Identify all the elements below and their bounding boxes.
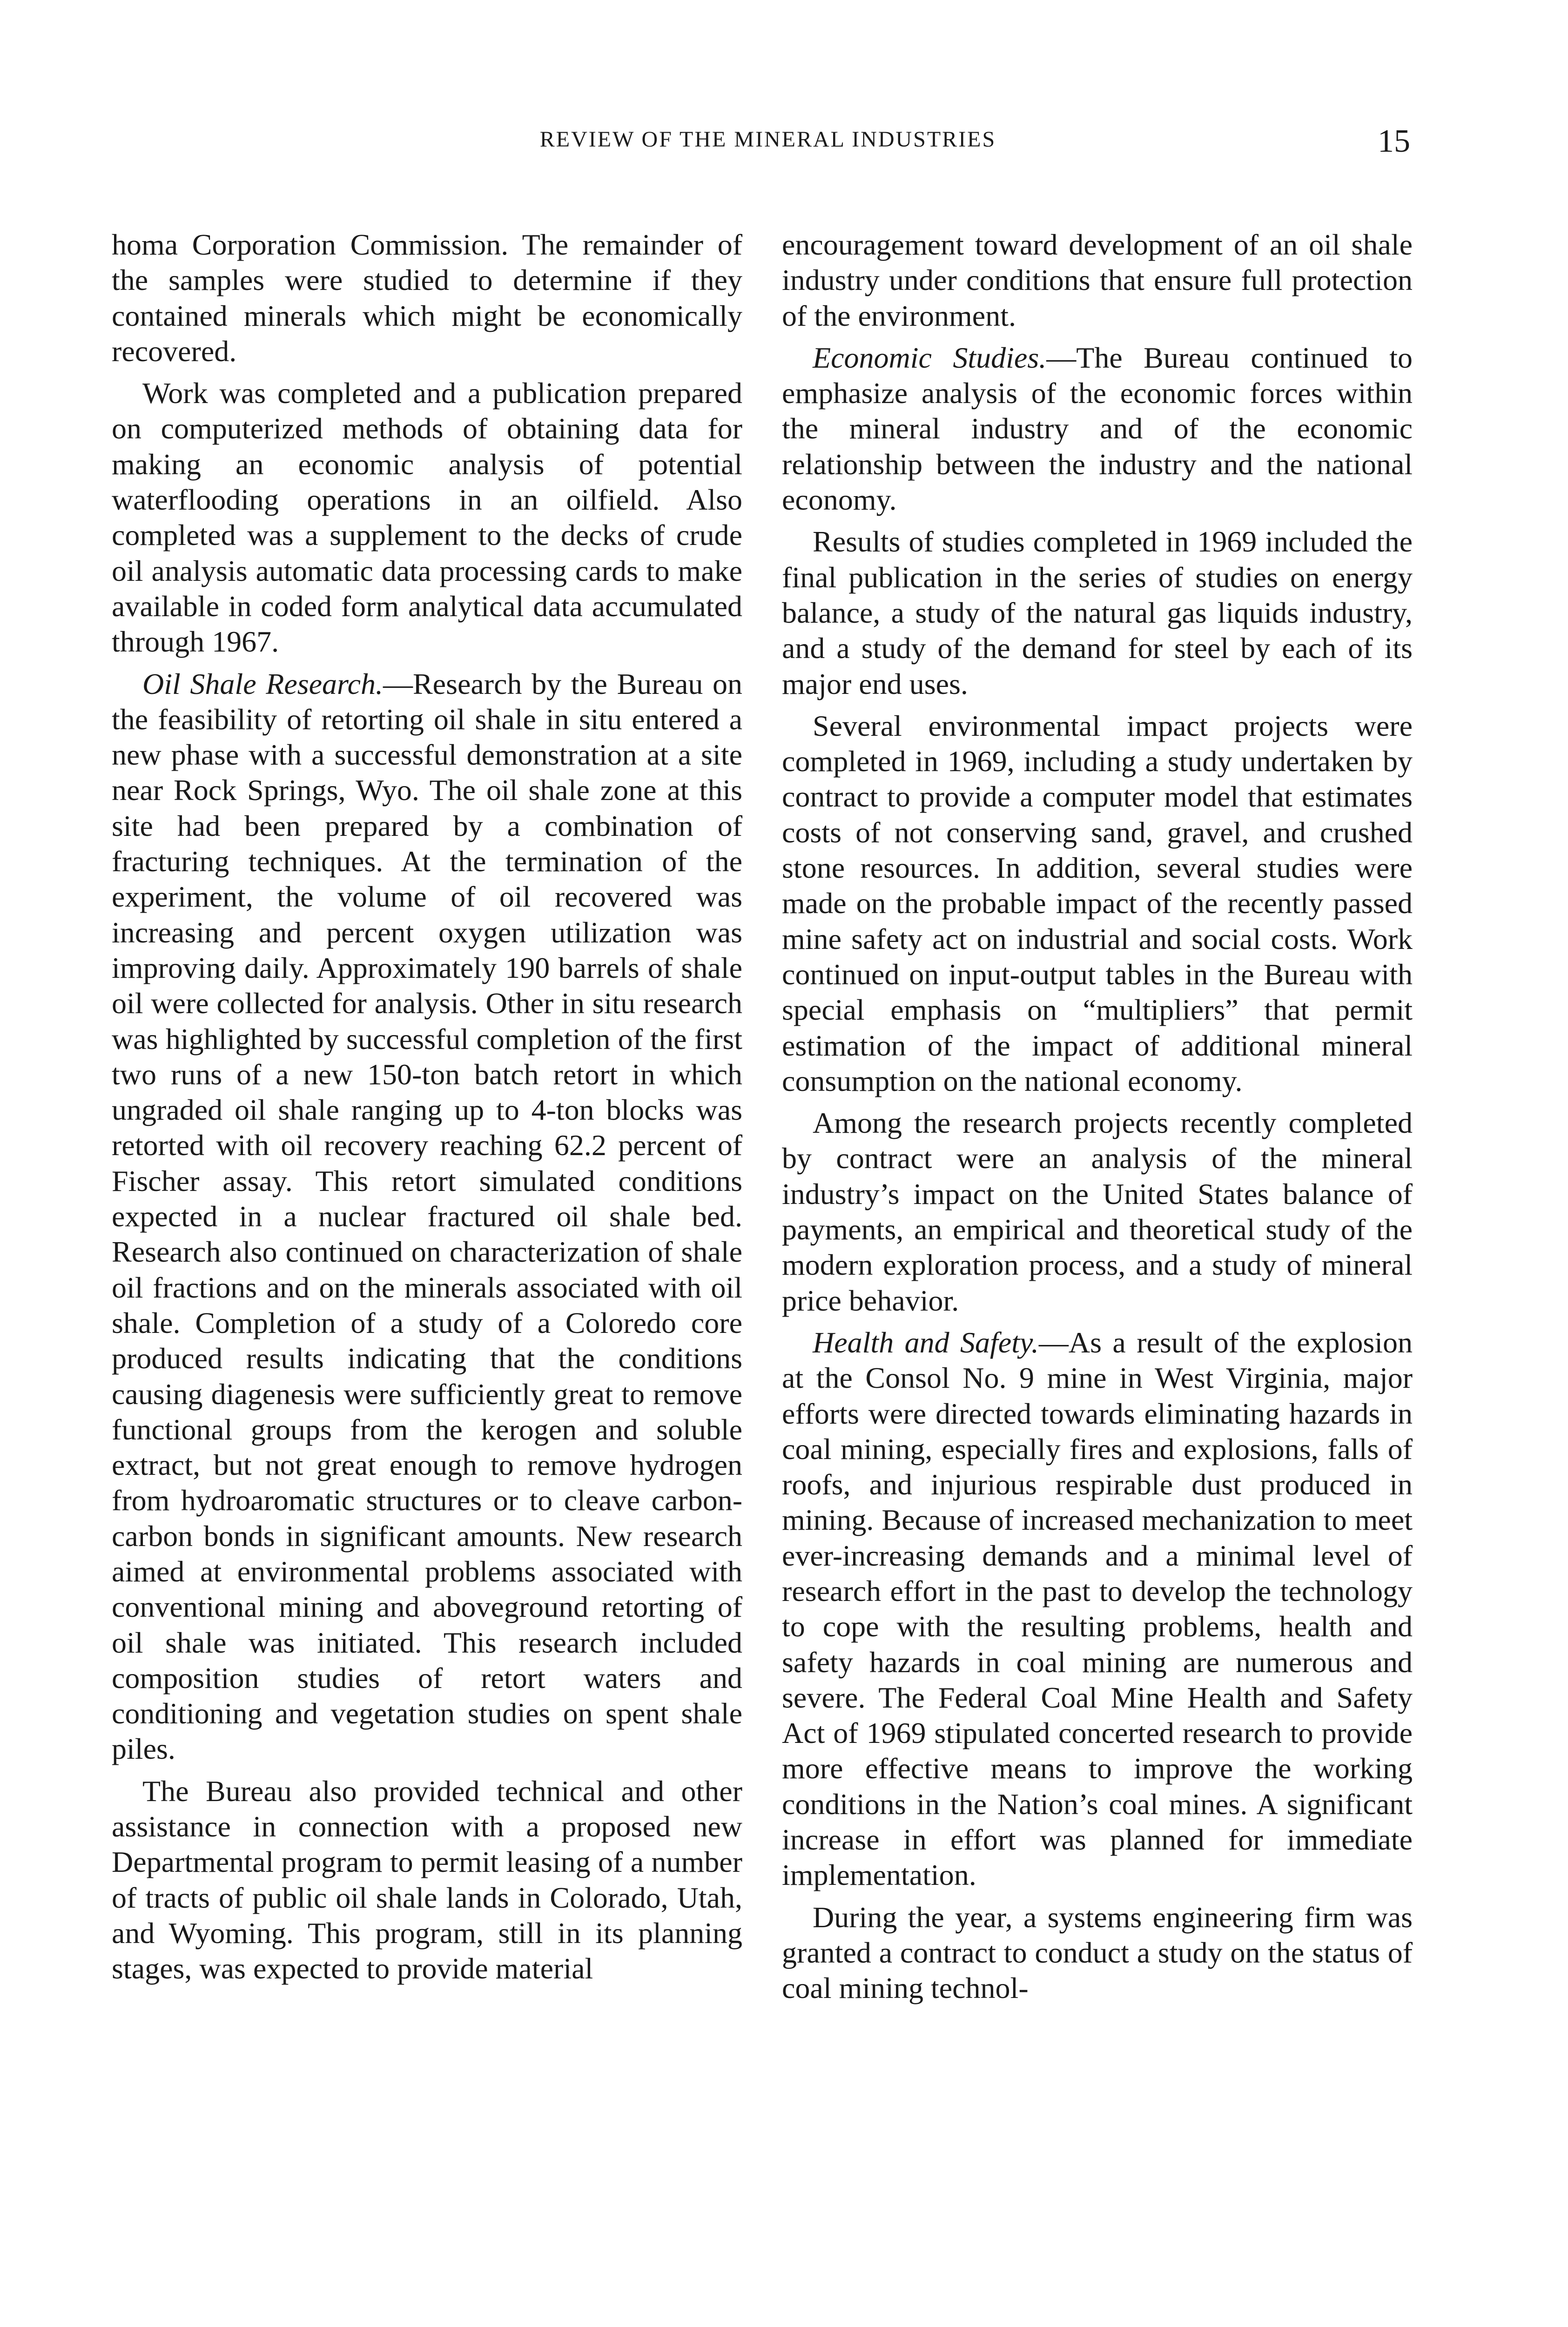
paragraph-economic-studies [782,340,1413,518]
paragraph-text: —Research by the Bureau on the feasibility of retorting oil shale in situ entered a new phase with a successful demonstration at a site near Rock Springs, Wyo. The oil shale zone at this site had been prepared by a combination of fracturing techniques. At the termination of the experiment, the volume of oil recovered was increasing and percent oxygen utilization was improving daily. Approximately 190 barrels of shale oil were collected for analysis. Other in situ research was highlighted by successful completion of the first two runs of a new 150-ton batch retort in which ungraded oil shale ranging up to 4-ton blocks was retorted with oil recovery reaching 62.2 percent of Fischer assay. This retort simulated conditions expected in a nuclear fractured oil shale bed. Research also continued on characterization of shale oil fractions and on the minerals associated with oil shale. Completion of a study of a Coloredo core produced results indicating that the conditions causing diagenesis were sufficiently great to remove functional groups from the kerogen and soluble extract, but not great enough to remove hydrogen from hydroaromatic structures or to cleave carbon-carbon bonds in significant amounts. New research aimed at environmental problems associated with conventional mining and aboveground retorting of oil shale was initiated. This research included composition studies of retort waters and conditioning and vegetation studies on spent shale piles. [112,667,742,1766]
section-heading: Economic Studies. [813,341,1047,374]
paragraph: Among the research projects recently completed by contract were an analysis of the mineral industry’s impact on the United States balance of payments, an empirical and theoretical study of the modern exploration process, and a study of mineral price behavior. [782,1106,1413,1317]
left-column [112,227,742,1993]
paragraph: homa Corporation Commission. The remainder of the samples were studied to determine if they contained minerals which might be economically recovered. [112,228,742,368]
section-heading: Health and Safety. [813,1325,1039,1359]
right-column [782,227,1413,2013]
paragraph-text: —The Bureau continued to emphasize analysis of the economic forces within the mineral industry and of the economic relationship between the industry and the national economy. [782,341,1413,517]
section-heading: Oil Shale Research. [142,667,383,700]
paragraph-text: —As a result of the explosion at the Consol No. 9 mine in West Virginia, major efforts were directed towards eliminating hazards in coal mining, especially fires and explosions, falls of roofs, and injurious respirable dust produced in mining. Because of increased mechanization to meet ever-increasing demands and a minimal level of research effort in the past to develop the technology to cope with the resulting problems, health and safety hazards in coal mining are numerous and severe. The Federal Coal Mine Health and Safety Act of 1969 stipulated concerted research to provide more effective means to improve the working conditions in the Nation’s coal mines. A significant increase in effort was planned for immediate implementation. [782,1325,1413,1892]
paragraph-oil-shale-research [112,666,742,1767]
paragraph: Several environmental impact projects were completed in 1969, including a study undertaken by contract to provide a computer model that estimates costs of not conserving sand, gravel, and crushed stone resources. In addition, several studies were made on the probable impact of the recently passed mine safety act on industrial and social costs. Work continued on input-output tables in the Bureau with special emphasis on “multipliers” that permit estimation of the impact of additional mineral consumption on the national economy. [782,709,1413,1097]
running-title: REVIEW OF THE MINERAL INDUSTRIES [539,127,996,152]
paragraph: encouragement toward development of an oil shale industry under conditions that ensure full protection of the environment. [782,228,1413,332]
paragraph: During the year, a systems engineering firm was granted a contract to conduct a study on the status of coal mining technol- [782,1900,1413,2005]
paragraph: The Bureau also provided technical and other assistance in connection with a proposed new Departmental program to permit leasing of a number of tracts of public oil shale lands in Colorado, Utah, and Wyoming. This program, still in its planning stages, was expected to provide material [112,1774,742,1985]
paragraph: Work was completed and a publication prepared on computerized methods of obtaining data for making an economic analysis of potential waterflooding operations in an oilfield. Also completed was a supplement to the decks of crude oil analysis automatic data processing cards to make available in coded form analytical data accumulated through 1967. [112,377,742,659]
page-number: 15 [1378,123,1410,159]
paragraph: Results of studies completed in 1969 included the final publication in the series of studies on energy balance, a study of the natural gas liquids industry, and a study of the demand for steel by each of its major end uses. [782,525,1413,700]
paragraph-health-and-safety [782,1325,1413,1893]
